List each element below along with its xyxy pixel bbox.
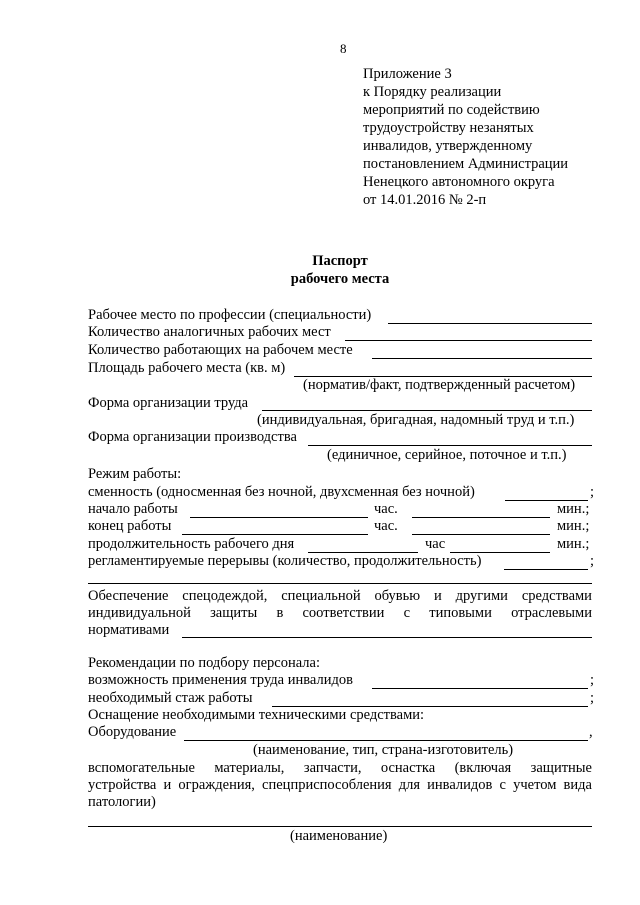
equipment-hint: (наименование, тип, страна-изготовитель) xyxy=(253,742,514,758)
name-hint: (наименование) xyxy=(290,828,388,844)
duration-label: продолжительность рабочего дня xyxy=(88,536,295,552)
workers-count-input-line[interactable] xyxy=(372,358,592,359)
end-min-input-line[interactable] xyxy=(412,534,550,535)
profession-input-line[interactable] xyxy=(388,323,592,324)
production-form-hint: (единичное, серийное, поточное и т.п.) xyxy=(327,447,567,463)
start-hour-unit: час. xyxy=(374,501,398,517)
production-form-input-line[interactable] xyxy=(308,445,592,446)
recommend-heading: Рекомендации по подбору персонала: xyxy=(88,655,320,671)
duration-hour-unit: час xyxy=(425,536,446,552)
appendix-line: трудоустройству незанятых xyxy=(363,120,534,136)
start-label: начало работы xyxy=(88,501,178,517)
possibility-end: ; xyxy=(590,672,595,688)
work-mode-heading: Режим работы: xyxy=(88,466,182,482)
ppe-text-line: Обеспечение спецодеждой, специальной обувью и другими средствами xyxy=(88,588,592,604)
page-number: 8 xyxy=(340,41,347,56)
appendix-line: инвалидов, утвержденному xyxy=(363,138,533,154)
appendix-line: от 14.01.2016 № 2-п xyxy=(363,192,487,208)
area-label: Площадь рабочего места (кв. м) xyxy=(88,360,286,376)
ppe-input-line[interactable] xyxy=(182,637,592,638)
equipment-end: , xyxy=(589,724,593,740)
equipment-input-line[interactable] xyxy=(184,740,588,741)
appendix-line: к Порядку реализации xyxy=(363,84,502,100)
end-min-unit: мин.; xyxy=(557,518,590,534)
aux-text-line: вспомогательные материалы, запчасти, оснастка (включая защитные xyxy=(88,760,592,776)
shifts-label: сменность (односменная без ночной, двухсменная без ночной) xyxy=(88,484,475,500)
breaks-input-line[interactable] xyxy=(504,569,588,570)
ppe-text-line: индивидуальной защиты в соответствии с типовыми отраслевыми xyxy=(88,605,592,621)
possibility-label: возможность применения труда инвалидов xyxy=(88,672,353,688)
labor-form-input-line[interactable] xyxy=(262,410,592,411)
tech-means-heading: Оснащение необходимыми техническими средствами: xyxy=(88,707,425,723)
breaks-end: ; xyxy=(590,553,595,569)
document-title: Паспорт xyxy=(312,253,368,269)
appendix-line: мероприятий по содействию xyxy=(363,102,540,118)
production-form-label: Форма организации производства xyxy=(88,429,297,445)
experience-label: необходимый стаж работы xyxy=(88,690,253,706)
end-label: конец работы xyxy=(88,518,172,534)
start-min-unit: мин.; xyxy=(557,501,590,517)
appendix-line: Ненецкого автономного округа xyxy=(363,174,555,190)
area-hint: (норматив/факт, подтвержденный расчетом) xyxy=(303,377,576,393)
end-hour-input-line[interactable] xyxy=(182,534,368,535)
document-subtitle: рабочего места xyxy=(290,271,390,287)
duration-min-unit: мин.; xyxy=(557,536,590,552)
aux-input-line[interactable] xyxy=(88,826,592,827)
experience-end: ; xyxy=(590,690,595,706)
labor-form-label: Форма организации труда xyxy=(88,395,249,411)
aux-text-line: устройства и ограждения, спецприспособления для инвалидов с учетом вида xyxy=(88,777,592,793)
start-hour-input-line[interactable] xyxy=(190,517,368,518)
start-min-input-line[interactable] xyxy=(412,517,550,518)
equipment-label: Оборудование xyxy=(88,724,177,740)
ppe-text-line: нормативами xyxy=(88,622,170,638)
workers-count-label: Количество работающих на рабочем месте xyxy=(88,342,353,358)
similar-count-input-line[interactable] xyxy=(345,340,592,341)
similar-count-label: Количество аналогичных рабочих мест xyxy=(88,324,331,340)
breaks-continuation-line[interactable] xyxy=(88,583,592,584)
labor-form-hint: (индивидуальная, бригадная, надомный труд и т.п.) xyxy=(257,412,575,428)
appendix-line: Приложение 3 xyxy=(363,66,452,82)
shifts-end: ; xyxy=(590,484,595,500)
end-hour-unit: час. xyxy=(374,518,398,534)
profession-label: Рабочее место по профессии (специальности) xyxy=(88,307,372,323)
possibility-input-line[interactable] xyxy=(372,688,588,689)
breaks-label: регламентируемые перерывы (количество, продолжительность) xyxy=(88,553,482,569)
aux-text-line: патологии) xyxy=(88,794,156,810)
appendix-line: постановлением Администрации xyxy=(363,156,569,172)
